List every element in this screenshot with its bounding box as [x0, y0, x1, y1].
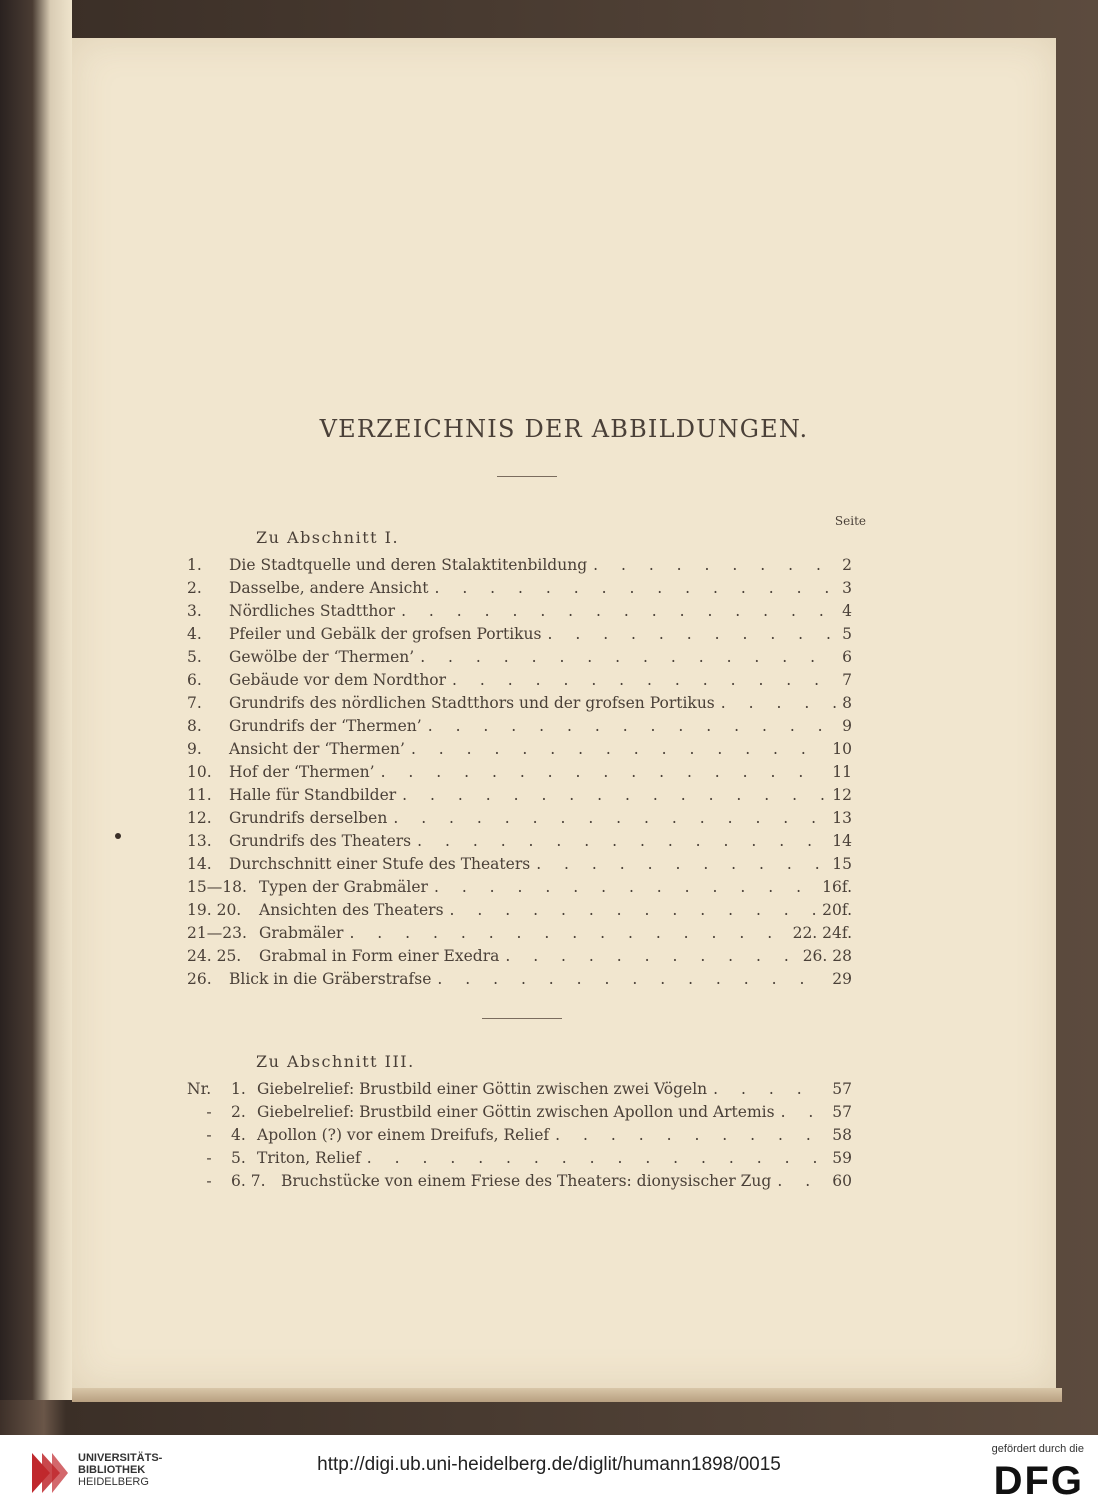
list-item — [187, 556, 852, 578]
entry-number: 26. — [187, 970, 212, 988]
list-item — [187, 671, 852, 693]
leader-dots — [555, 1126, 826, 1144]
leader-dots — [381, 763, 827, 781]
leader-dots — [349, 924, 786, 942]
entry-page: 16f. — [822, 878, 852, 896]
entry-label: Grabmäler — [259, 924, 344, 942]
entry-label: Gebäude vor dem Nordthor — [229, 671, 447, 689]
leader-dots — [402, 786, 826, 804]
leader-dots — [536, 855, 826, 873]
entry-page: 14 — [832, 832, 852, 850]
section-heading-1: Zu Abschnitt I. — [256, 528, 400, 547]
entry-page: 10 — [832, 740, 852, 758]
entry-page: 58 — [832, 1126, 852, 1144]
entry-page: 13 — [832, 809, 852, 827]
page-column-header: Seite — [834, 514, 866, 528]
leader-dots — [411, 740, 826, 758]
leader-dots — [777, 1172, 826, 1190]
leader-dots — [505, 947, 796, 965]
leader-dots — [781, 1103, 827, 1121]
entry-number: 2. — [231, 1103, 246, 1121]
entry-label: Nördliches Stadtthor — [229, 602, 396, 620]
entry-label: Grabmal in Form einer Exedra — [259, 947, 500, 965]
entry-number: 8. — [187, 717, 202, 735]
entry-label: Giebelrelief: Brustbild einer Göttin zwischen Apollon und Artemis — [257, 1103, 775, 1121]
entry-label: Grundrifs des Theaters — [229, 832, 412, 850]
entry-label: Giebelrelief: Brustbild einer Göttin zwischen zwei Vögeln — [257, 1080, 708, 1098]
entry-label: Pfeiler und Gebälk der grofsen Portikus — [229, 625, 542, 643]
entry-prefix: - — [206, 1126, 212, 1144]
entry-label: Ansicht der ‘Thermen’ — [229, 740, 405, 758]
ink-spot — [115, 833, 121, 839]
entry-page: 5 — [842, 625, 852, 643]
entry-page: 57 — [832, 1080, 852, 1098]
entry-prefix: Nr. — [187, 1080, 212, 1098]
entry-number: 6. 7. — [231, 1172, 266, 1190]
entry-label: Bruchstücke von einem Friese des Theaters: dionysischer Zug — [281, 1172, 772, 1190]
entry-page: 9 — [842, 717, 852, 735]
entry-label: Triton, Relief — [257, 1149, 361, 1167]
entry-page: 20f. — [822, 901, 852, 919]
title-rule — [497, 476, 557, 477]
entry-label: Die Stadtquelle und deren Stalaktitenbildung — [229, 556, 588, 574]
list-item — [187, 947, 852, 969]
list-item — [187, 579, 852, 601]
entry-number: 4. — [231, 1126, 246, 1144]
entry-page: 11 — [832, 763, 852, 781]
leader-dots — [437, 970, 826, 988]
entry-label: Blick in die Gräberstrafse — [229, 970, 432, 988]
list-item — [187, 786, 852, 808]
entry-label: Grundrifs derselben — [229, 809, 388, 827]
leader-dots — [420, 648, 836, 666]
leader-dots — [393, 809, 826, 827]
list-item — [187, 1172, 852, 1194]
leader-dots — [401, 602, 836, 620]
section-heading-2: Zu Abschnitt III. — [256, 1052, 415, 1071]
permalink-url[interactable]: http://digi.ub.uni-heidelberg.de/diglit/humann1898/0015 — [317, 1454, 781, 1475]
page-title: VERZEICHNIS DER ABBILDUNGEN. — [319, 415, 809, 443]
entry-number: 1. — [187, 556, 202, 574]
entry-page: 22. 24f. — [792, 924, 852, 942]
entry-page: 29 — [832, 970, 852, 988]
entry-page: 15 — [832, 855, 852, 873]
entry-number: 4. — [187, 625, 202, 643]
entry-page: 2 — [842, 556, 852, 574]
entry-label: Ansichten des Theaters — [259, 901, 444, 919]
entry-page: 57 — [832, 1103, 852, 1121]
entry-label: Gewölbe der ‘Thermen’ — [229, 648, 415, 666]
entry-page: 7 — [842, 671, 852, 689]
list-item — [187, 717, 852, 739]
library-line-1: UNIVERSITÄTS- — [78, 1452, 163, 1464]
leader-dots — [434, 878, 816, 896]
leader-dots — [450, 901, 817, 919]
leader-dots — [428, 717, 836, 735]
entry-page: 12 — [832, 786, 852, 804]
list-item — [187, 855, 852, 877]
leader-dots — [417, 832, 826, 850]
entry-number: 1. — [231, 1080, 246, 1098]
footer-bar — [0, 1435, 1098, 1511]
entry-page: 8 — [842, 694, 852, 712]
entry-number: 10. — [187, 763, 212, 781]
list-item — [187, 924, 852, 946]
entry-label: Apollon (?) vor einem Dreifufs, Relief — [257, 1126, 550, 1144]
leader-dots — [367, 1149, 826, 1167]
entry-page: 59 — [832, 1149, 852, 1167]
leader-dots — [713, 1080, 826, 1098]
dfg-logo: DFG — [993, 1459, 1084, 1503]
entry-page: 3 — [842, 579, 852, 597]
book-page — [72, 38, 1056, 1388]
entry-label: Dasselbe, andere Ansicht — [229, 579, 429, 597]
leader-dots — [721, 694, 836, 712]
list-item — [187, 648, 852, 670]
entry-number: 21—23. — [187, 924, 247, 942]
entry-number: 19. 20. — [187, 901, 242, 919]
entry-number: 3. — [187, 602, 202, 620]
entry-label: Durchschnitt einer Stufe des Theaters — [229, 855, 531, 873]
entry-number: 24. 25. — [187, 947, 242, 965]
entry-label: Grundrifs der ‘Thermen’ — [229, 717, 422, 735]
funding-note: gefördert durch die — [991, 1443, 1084, 1455]
entry-number: 7. — [187, 694, 202, 712]
leader-dots — [548, 625, 837, 643]
leader-dots — [434, 579, 836, 597]
leader-dots — [593, 556, 836, 574]
entry-prefix: - — [206, 1172, 212, 1190]
list-item — [187, 1103, 852, 1125]
entry-label: Typen der Grabmäler — [259, 878, 428, 896]
entry-label: Grundrifs des nördlichen Stadtthors und der grofsen Portikus — [229, 694, 715, 712]
entry-prefix: - — [206, 1149, 212, 1167]
entry-number: 13. — [187, 832, 212, 850]
list-item — [187, 1149, 852, 1171]
library-line-2: BIBLIOTHEK — [78, 1464, 146, 1476]
book-binding — [0, 0, 72, 1400]
list-item — [187, 625, 852, 647]
list-item — [187, 970, 852, 992]
list-item — [187, 763, 852, 785]
entry-number: 14. — [187, 855, 212, 873]
list-item — [187, 901, 852, 923]
entry-number: 9. — [187, 740, 202, 758]
entry-number: 12. — [187, 809, 212, 827]
list-item — [187, 878, 852, 900]
list-item — [187, 1126, 852, 1148]
library-line-3: HEIDELBERG — [78, 1476, 149, 1488]
list-item — [187, 740, 852, 762]
entry-prefix: - — [206, 1103, 212, 1121]
entry-number: 5. — [231, 1149, 246, 1167]
section-rule — [482, 1018, 562, 1019]
entry-page: 26. 28 — [802, 947, 852, 965]
list-item — [187, 809, 852, 831]
list-item — [187, 832, 852, 854]
entry-label: Halle für Standbilder — [229, 786, 397, 804]
entry-number: 5. — [187, 648, 202, 666]
entry-page: 4 — [842, 602, 852, 620]
page-edge — [72, 1388, 1062, 1402]
entry-number: 11. — [187, 786, 212, 804]
list-item — [187, 1080, 852, 1102]
leader-dots — [452, 671, 836, 689]
entry-page: 6 — [842, 648, 852, 666]
entry-number: 6. — [187, 671, 202, 689]
list-item — [187, 602, 852, 624]
entry-number: 2. — [187, 579, 202, 597]
list-item — [187, 694, 852, 716]
entry-label: Hof der ‘Thermen’ — [229, 763, 375, 781]
entry-page: 60 — [832, 1172, 852, 1190]
entry-number: 15—18. — [187, 878, 247, 896]
